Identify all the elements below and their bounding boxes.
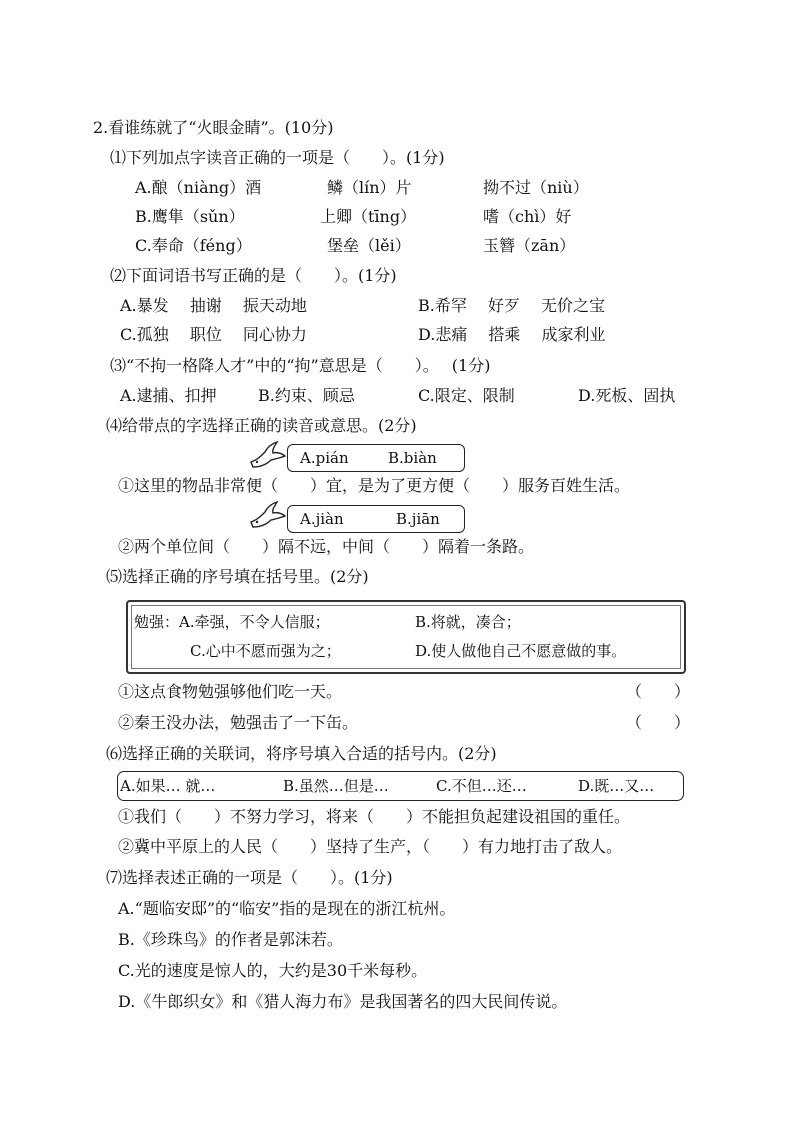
sub-question-4-stem: ⑷给带点的字选择正确的读音或意思。(2分) (106, 416, 417, 435)
s7-option-b: B.《珍珠鸟》的作者是郭沫若。 (118, 930, 343, 949)
dove-icon (247, 440, 289, 470)
s1-row3-col1: C.奉命（féng） (135, 236, 252, 255)
pron-box1-option-b: B.biàn (388, 449, 437, 467)
pron-box2-option-b: B.jiān (396, 510, 440, 528)
conjunction-box (117, 771, 684, 801)
s5-answer-bracket-2[interactable]: （ ） (626, 713, 691, 732)
conj-option-d: D.既…又… (578, 777, 655, 795)
s4-sentence-2: ②两个单位间（ ）隔不远，中间（ ）隔着一条路。 (118, 537, 535, 556)
sub-question-7-stem: ⑺选择表述正确的一项是（ ）。(1分) (106, 868, 393, 887)
s1-row1-col3: 拗不过（niù） (483, 178, 589, 197)
s6-sentence-1: ①我们（ ）不努力学习，将来（ ）不能担负起建设祖国的重任。 (118, 807, 631, 826)
definition-box (126, 600, 686, 674)
s2-option-b: B.希罕 好歹 无价之宝 (418, 296, 606, 315)
def-c: C.心中不愿而强为之； (190, 642, 341, 660)
conj-option-b: B.虽然…但是… (283, 777, 389, 795)
s1-row1-col1: A.酿（niàng）酒 (135, 178, 262, 197)
s2-option-c: C.孤独 职位 同心协力 (120, 325, 307, 344)
s1-row2-col3: 嗜（chì）好 (483, 207, 572, 226)
def-d: D.使人做他自己不愿意做的事。 (415, 642, 627, 660)
pronunciation-box-2 (287, 505, 465, 533)
sub-question-2-stem: ⑵下面词语书写正确的是（ ）。(1分) (110, 266, 397, 285)
sub-question-6-stem: ⑹选择正确的关联词，将序号填入合适的括号内。(2分) (106, 744, 497, 763)
s1-row2-col1: B.鹰隼（sǔn） (135, 207, 245, 226)
sub-question-3-stem: ⑶“不拘一格降人才”中的“拘”意思是（ ）。 (1分) (110, 356, 491, 375)
s3-option-d: D.死板、固执 (578, 386, 676, 405)
s3-option-a: A.逮捕、扣押 (120, 386, 217, 405)
conj-option-c: C.不但…还… (436, 777, 527, 795)
s3-option-c: C.限定、限制 (418, 386, 515, 405)
sub-question-5-stem: ⑸选择正确的序号填在括号里。(2分) (106, 567, 369, 586)
s4-sentence-1: ①这里的物品非常便（ ）宜，是为了更方便（ ）服务百姓生活。 (118, 476, 631, 495)
pron-box1-option-a: A.pián (300, 449, 349, 467)
s2-option-d: D.悲痛 搭乘 成家利业 (418, 325, 606, 344)
pron-box2-option-a: A.jiàn (300, 510, 344, 528)
s6-sentence-2: ②冀中平原上的人民（ ）坚持了生产，（ ）有力地打击了敌人。 (118, 837, 623, 856)
s1-row3-col2: 堡垒（lěi） (327, 236, 411, 255)
s1-row2-col2: 上卿（tīng） (320, 207, 417, 226)
dove-icon-2 (247, 500, 289, 530)
s7-option-c: C.光的速度是惊人的，大约是30千米每秒。 (118, 961, 428, 980)
s1-row1-col2: 鳞（lín）片 (327, 178, 412, 197)
pronunciation-box-1 (287, 444, 465, 472)
s7-option-a: A.“题临安邸”的“临安”指的是现在的浙江杭州。 (118, 899, 456, 918)
s5-sentence-1: ①这点食物勉强够他们吃一天。 (118, 682, 343, 701)
s5-sentence-2: ②秦王没办法，勉强击了一下缶。 (118, 713, 359, 732)
question-title: 2.看谁练就了“火眼金睛”。(10分) (93, 118, 334, 137)
s2-option-a: A.暴发 抽谢 振天动地 (120, 296, 307, 315)
def-b: B.将就，凑合； (415, 613, 521, 631)
s3-option-b: B.约束、顾忌 (258, 386, 355, 405)
sub-question-1-stem: ⑴下列加点字读音正确的一项是（ ）。(1分) (110, 148, 445, 167)
s7-option-d: D.《牛郎织女》和《猎人海力布》是我国著名的四大民间传说。 (118, 992, 568, 1011)
conj-option-a: A.如果… 就… (120, 777, 216, 795)
s5-answer-bracket-1[interactable]: （ ） (626, 682, 691, 701)
def-a: 勉强：A.牵强，不令人信服； (134, 613, 330, 631)
s1-row3-col3: 玉簪（zān） (483, 236, 576, 255)
